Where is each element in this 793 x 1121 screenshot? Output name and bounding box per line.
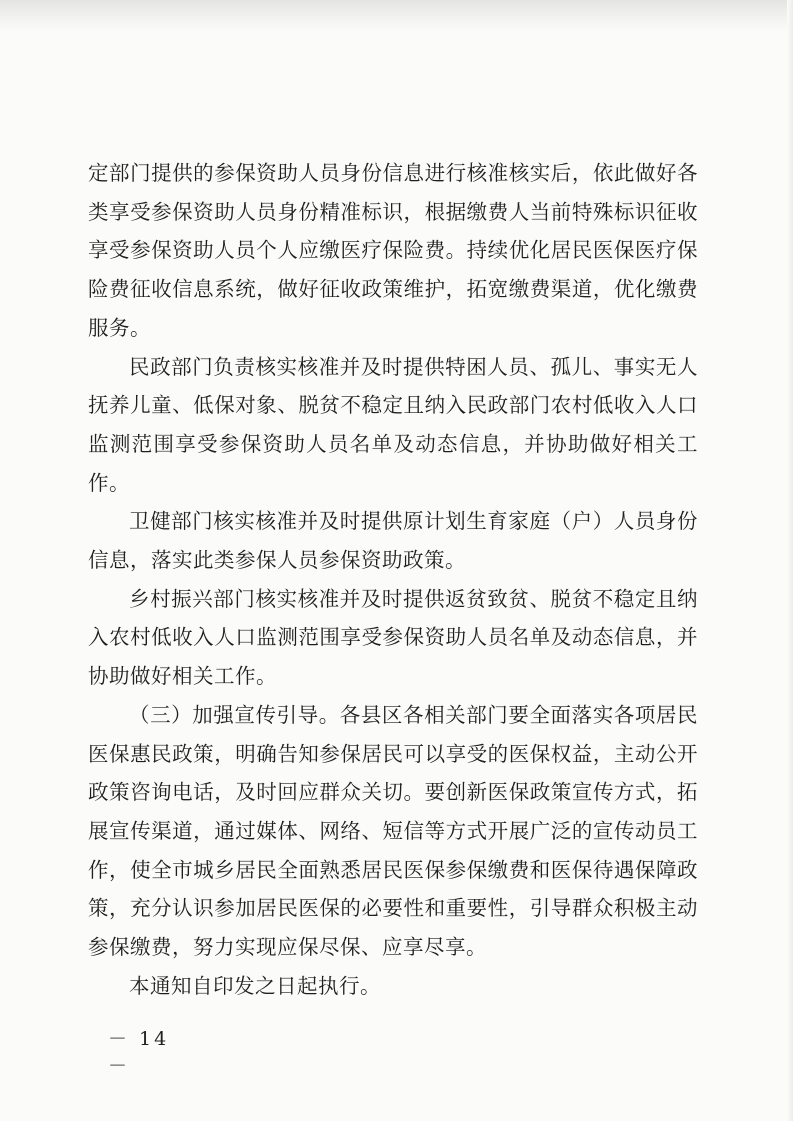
scan-edge-top (0, 0, 793, 32)
paragraph-effective-date: 本通知自印发之日起执行。 (129, 973, 381, 998)
scan-edge-right (787, 0, 793, 1121)
paragraph-health-commission: 卫健部门核实核准并及时提供原计划生育家庭（户）人员身份信息，落实此类参保人员参保资助政策。 (88, 509, 698, 573)
paragraph-continuation: 定部门提供的参保资助人员身份信息进行核准核实后，依此做好各类享受参保资助人员身份精准标识，根据缴费人当前特殊标识征收享受参保资助人员个人应缴医疗保险费。持续优化居民医保医疗保险费征收信息系统，做好征收政策维护，拓宽缴费渠道，优化缴费服务。 (88, 161, 698, 340)
paragraph-publicity-guidance: （三）加强宣传引导。各县区各相关部门要全面落实各项居民医保惠民政策，明确告知参保居民可以享受的医保权益，主动公开政策咨询电话，及时回应群众关切。要创新医保政策宣传方式，拓展宣传渠道，通过媒体、网络、短信等方式开展广泛的宣传动员工作，使全市城乡居民全面熟悉居民医保参保缴费和医保待遇保障政策，充分认识参加居民医保的必要性和重要性，引导群众积极主动参保缴费，努力实现应保尽保、应享尽享。 (88, 702, 698, 960)
paragraph-rural-revitalization: 乡村振兴部门核实核准并及时提供返贫致贫、脱贫不稳定且纳入农村低收入人口监测范围享受参保资助人员名单及动态信息，并协助做好相关工作。 (88, 586, 698, 689)
paragraph-civil-affairs: 民政部门负责核实核准并及时提供特困人员、孤儿、事实无人抚养儿童、低保对象、脱贫不稳定且纳入民政部门农村低收入人口监测范围享受参保资助人员名单及动态信息，并协助做好相关工作。 (88, 354, 698, 495)
document-body (88, 154, 698, 1005)
page-number: － 14 － (108, 1028, 170, 1077)
